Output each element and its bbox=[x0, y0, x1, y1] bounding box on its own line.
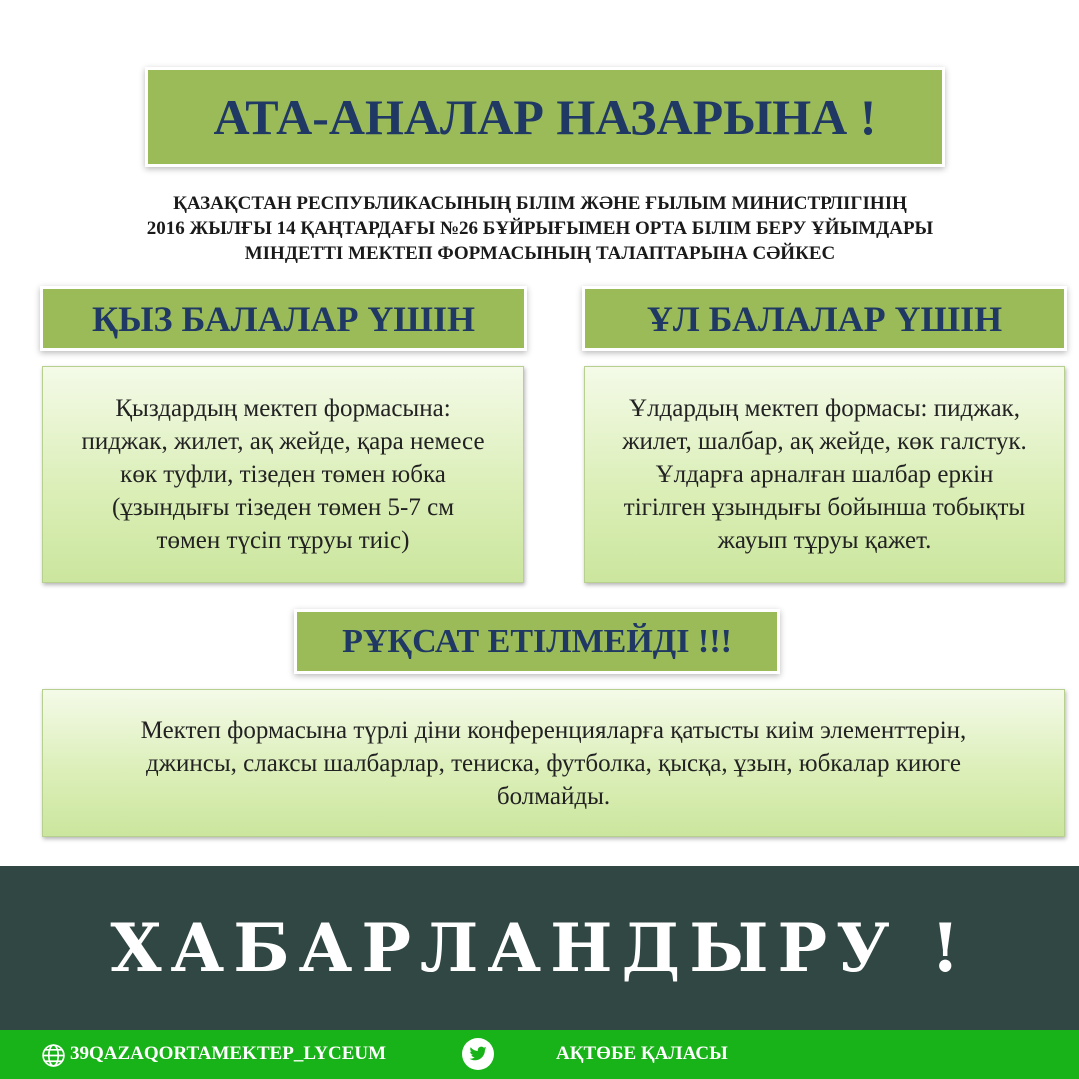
girls-header-text: ҚЫЗ БАЛАЛАР ҮШІН bbox=[92, 298, 475, 339]
text-line: (ұзындығы тізеден төмен 5-7 см bbox=[111, 494, 455, 521]
boys-section-header bbox=[585, 289, 1064, 348]
text-line: жауып тұруы қажет. bbox=[717, 527, 932, 554]
girls-section-header bbox=[43, 289, 524, 348]
announcement-text: ХАБАРЛАНДЫРУ ! bbox=[110, 909, 969, 987]
subtitle bbox=[40, 191, 1040, 266]
announcement-banner bbox=[0, 866, 1079, 1030]
girls-uniform-text bbox=[81, 392, 484, 557]
text-line: төмен түсіп тұруы тиіс) bbox=[156, 527, 410, 554]
forbidden-header-text: РҰҚСАТ ЕТІЛМЕЙДІ !!! bbox=[342, 622, 732, 660]
boys-header-text: ҰЛ БАЛАЛАР ҮШІН bbox=[646, 298, 1003, 339]
text-line: тігілген ұзындығы бойынша тобықты bbox=[623, 494, 1026, 521]
footer-bar bbox=[0, 1030, 1079, 1079]
forbidden-items-text bbox=[141, 714, 967, 813]
boys-uniform-box bbox=[584, 366, 1065, 583]
text-line: Қыздардың мектеп формасына: bbox=[115, 395, 451, 422]
forbidden-section-header bbox=[297, 612, 777, 671]
subtitle-line: МІНДЕТТІ МЕКТЕП ФОРМАСЫНЫҢ ТАЛАПТАРЫНА СӘЙКЕС bbox=[244, 243, 836, 264]
text-line: Мектеп формасына түрлі діни конференцияларға қатысты киім элементтерін, bbox=[140, 716, 967, 744]
text-line: джинсы, слаксы шалбарлар, тениска, футболка, қысқа, ұзын, юбкалар киюге bbox=[146, 749, 961, 777]
instagram-handle[interactable]: 39QAZAQORTAMEKTEP_LYCEUM bbox=[70, 1043, 387, 1064]
text-line: Ұлдарға арналған шалбар еркін bbox=[655, 461, 994, 488]
text-line: жилет, шалбар, ақ жейде, көк галстук. bbox=[622, 428, 1027, 455]
text-line: пиджак, жилет, ақ жейде, қара немесе bbox=[81, 428, 485, 455]
girls-uniform-box bbox=[42, 366, 524, 583]
page-title-text: АТА-АНАЛАР НАЗАРЫНА ! bbox=[213, 89, 877, 145]
page-title bbox=[148, 70, 942, 164]
boys-uniform-text bbox=[622, 392, 1027, 557]
subtitle-line: ҚАЗАҚСТАН РЕСПУБЛИКАСЫНЫҢ БІЛІМ ЖӘНЕ ҒЫЛЫМ МИНИСТРЛІГІНІҢ bbox=[173, 193, 907, 214]
text-line: болмайды. bbox=[496, 782, 611, 810]
city-label: АҚТӨБЕ ҚАЛАСЫ bbox=[556, 1043, 728, 1064]
text-line: көк туфли, тізеден төмен юбка bbox=[120, 461, 446, 488]
forbidden-items-box bbox=[42, 689, 1065, 837]
twitter-bird-icon[interactable] bbox=[461, 1037, 495, 1071]
globe-icon bbox=[41, 1043, 66, 1068]
subtitle-line: 2016 ЖЫЛҒЫ 14 ҚАҢТАРДАҒЫ №26 БҰЙРЫҒЫМЕН ОРТА БІЛІМ БЕРУ ҰЙЫМДАРЫ bbox=[146, 218, 934, 239]
text-line: Ұлдардың мектеп формасы: пиджак, bbox=[629, 395, 1020, 422]
